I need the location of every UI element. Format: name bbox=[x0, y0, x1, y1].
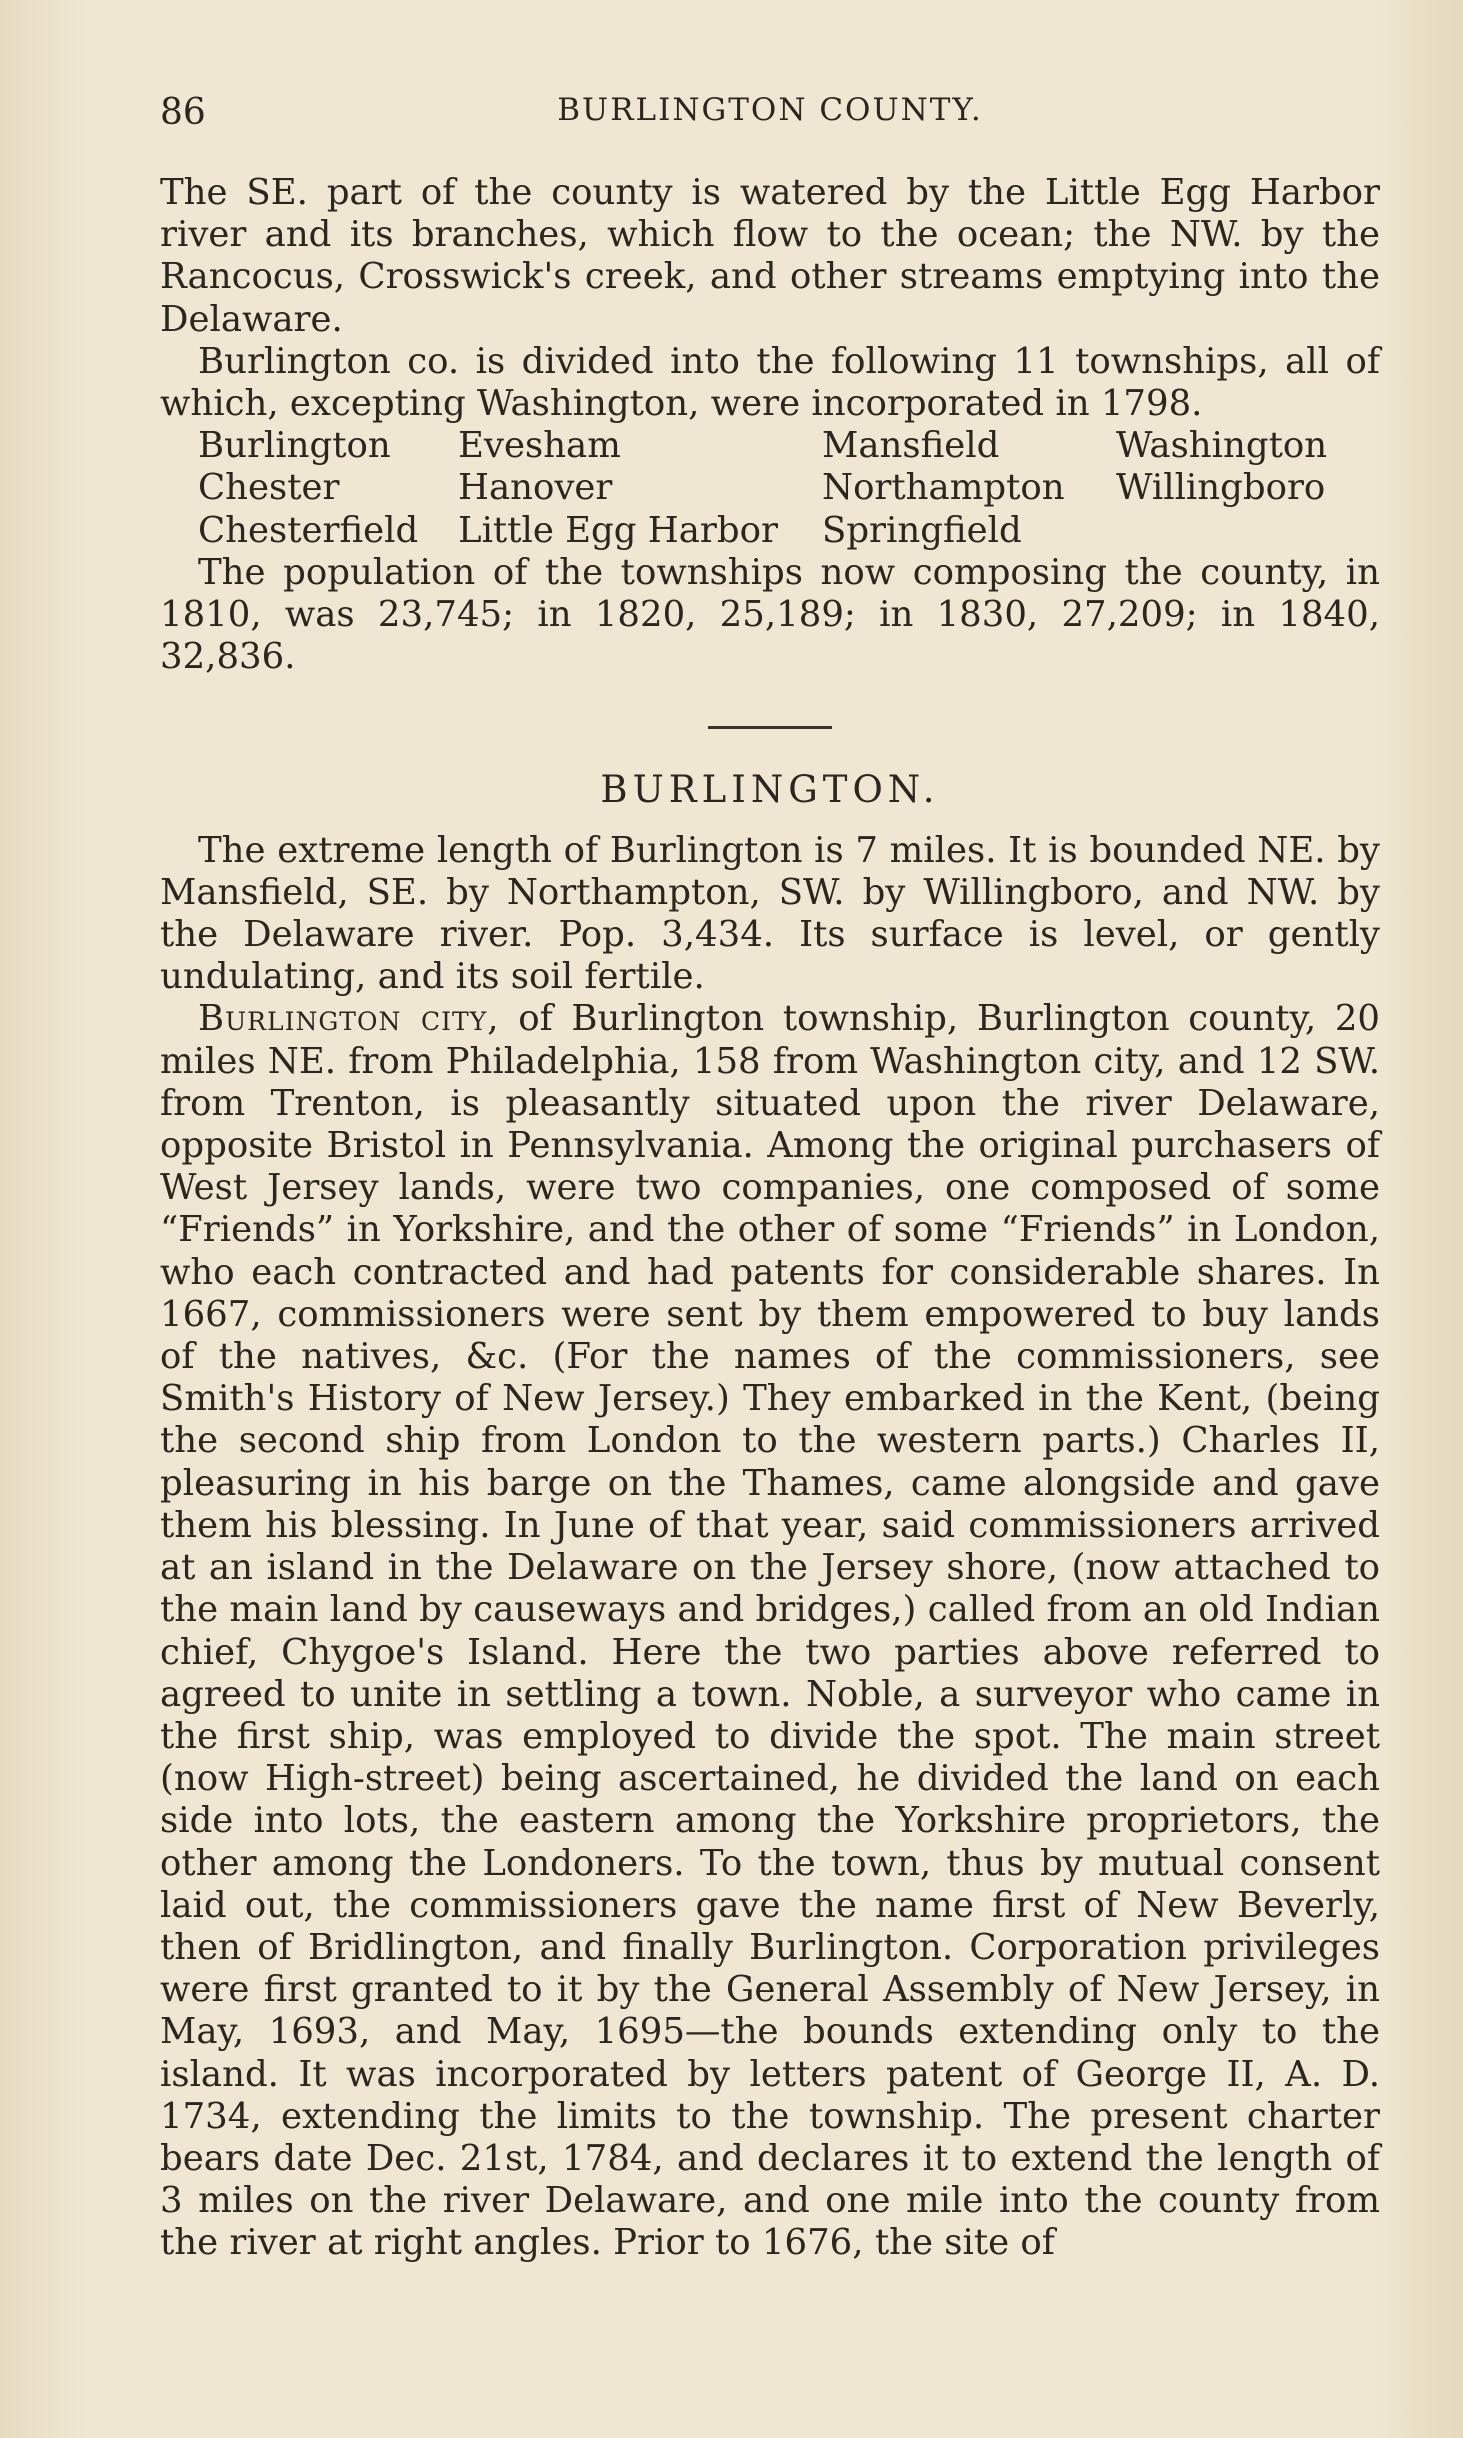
page-header bbox=[160, 92, 1380, 142]
township-name: Burlington bbox=[198, 425, 391, 467]
township-name: Chester bbox=[198, 467, 340, 509]
townships-list bbox=[198, 425, 1380, 552]
township-name: Willingboro bbox=[1116, 467, 1326, 509]
page-body bbox=[160, 172, 1380, 2265]
burlington-city-text: of Burlington township, Burlington county, 20 miles NE. from Philadelphia, 158 from Washington city, and 12 SW. from Trenton, is pleasantly situated upon the river Delaware, opposite Bristol in Pennsylvania. Among the original purchasers of West Jersey lands, were two companies, one composed of some “Friends” in Yorkshire, and the other of some “Friends” in London, who each contracted and had patents for considerable shares. In 1667, commissioners were sent by them empowered to buy lands of the natives, &c. (For the names of the commissioners, see Smith's History of New Jersey.) They embarked in the Kent, (being the second ship from London to the western parts.) Charles II, pleasuring in his barge on the Thames, came alongside and gave them his blessing. In June of that year, said commissioners arrived at an island in the Delaware on the Jersey shore, (now attached to the main land by causeways and bridges,) called from an old Indian chief, Chygoe's Island. Here the two parties above referred to agreed to unite in settling a town. Noble, a surveyor who came in the first ship, was employed to divide the spot. The main street (now High-street) being ascertained, he divided the land on each side into lots, the eastern among the Yorkshire proprietors, the other among the Londoners. To the town, thus by mutual consent laid out, the commissioners gave the name first of New Beverly, then of Bridlington, and finally Burlington. Corporation privileges were first granted to it by the General Assembly of New Jersey, in May, 1693, and May, 1695—the bounds extending only to the island. It was incorporated by letters patent of George II, A. D. 1734, extending the limits to the township. The present charter bears date Dec. 21st, 1784, and declares it to extend the length of 3 miles on the river Delaware, and one mile into the county from the river at right angles. Prior to 1676, the site of bbox=[160, 998, 1380, 2264]
township-name: Springfield bbox=[822, 509, 1022, 551]
intro-paragraph-townships: Burlington co. is divided into the following 11 townships, all of which, excepting Washington, were incorporated in 1798. bbox=[160, 340, 1380, 425]
intro-paragraph-population: The population of the townships now composing the county, in 1810, was 23,745; in 1820, 25,189; in 1830, 27,209; in 1840, 32,836. bbox=[160, 551, 1380, 678]
township-name: Washington bbox=[1116, 425, 1328, 467]
running-head: BURLINGTON COUNTY. bbox=[557, 92, 983, 128]
township-name: Northampton bbox=[822, 467, 1065, 509]
burlington-township-paragraph: The extreme length of Burlington is 7 miles. It is bounded NE. by Mansfield, SE. by Northampton, SW. by Willingboro, and NW. by the Delaware river. Pop. 3,434. Its surface is level, or gently undulating, and its soil fertile. bbox=[160, 829, 1380, 998]
burlington-city-paragraph bbox=[160, 998, 1380, 2264]
section-heading: BURLINGTON. bbox=[600, 768, 940, 812]
section-divider bbox=[708, 726, 832, 729]
page-number: 86 bbox=[160, 92, 206, 133]
township-name: Chesterfield bbox=[198, 509, 419, 551]
intro-paragraph-watershed: The SE. part of the county is watered by the Little Egg Harbor river and its branches, which flow to the ocean; the NW. by the Rancocus, Crosswick's creek, and other streams emptying into the Delaware. bbox=[160, 172, 1380, 340]
township-name: Evesham bbox=[458, 425, 621, 467]
township-name: Hanover bbox=[458, 467, 613, 509]
burlington-city-lead: Burlington city, bbox=[198, 998, 500, 1040]
township-name: Mansfield bbox=[822, 425, 1000, 467]
township-name: Little Egg Harbor bbox=[458, 509, 778, 551]
